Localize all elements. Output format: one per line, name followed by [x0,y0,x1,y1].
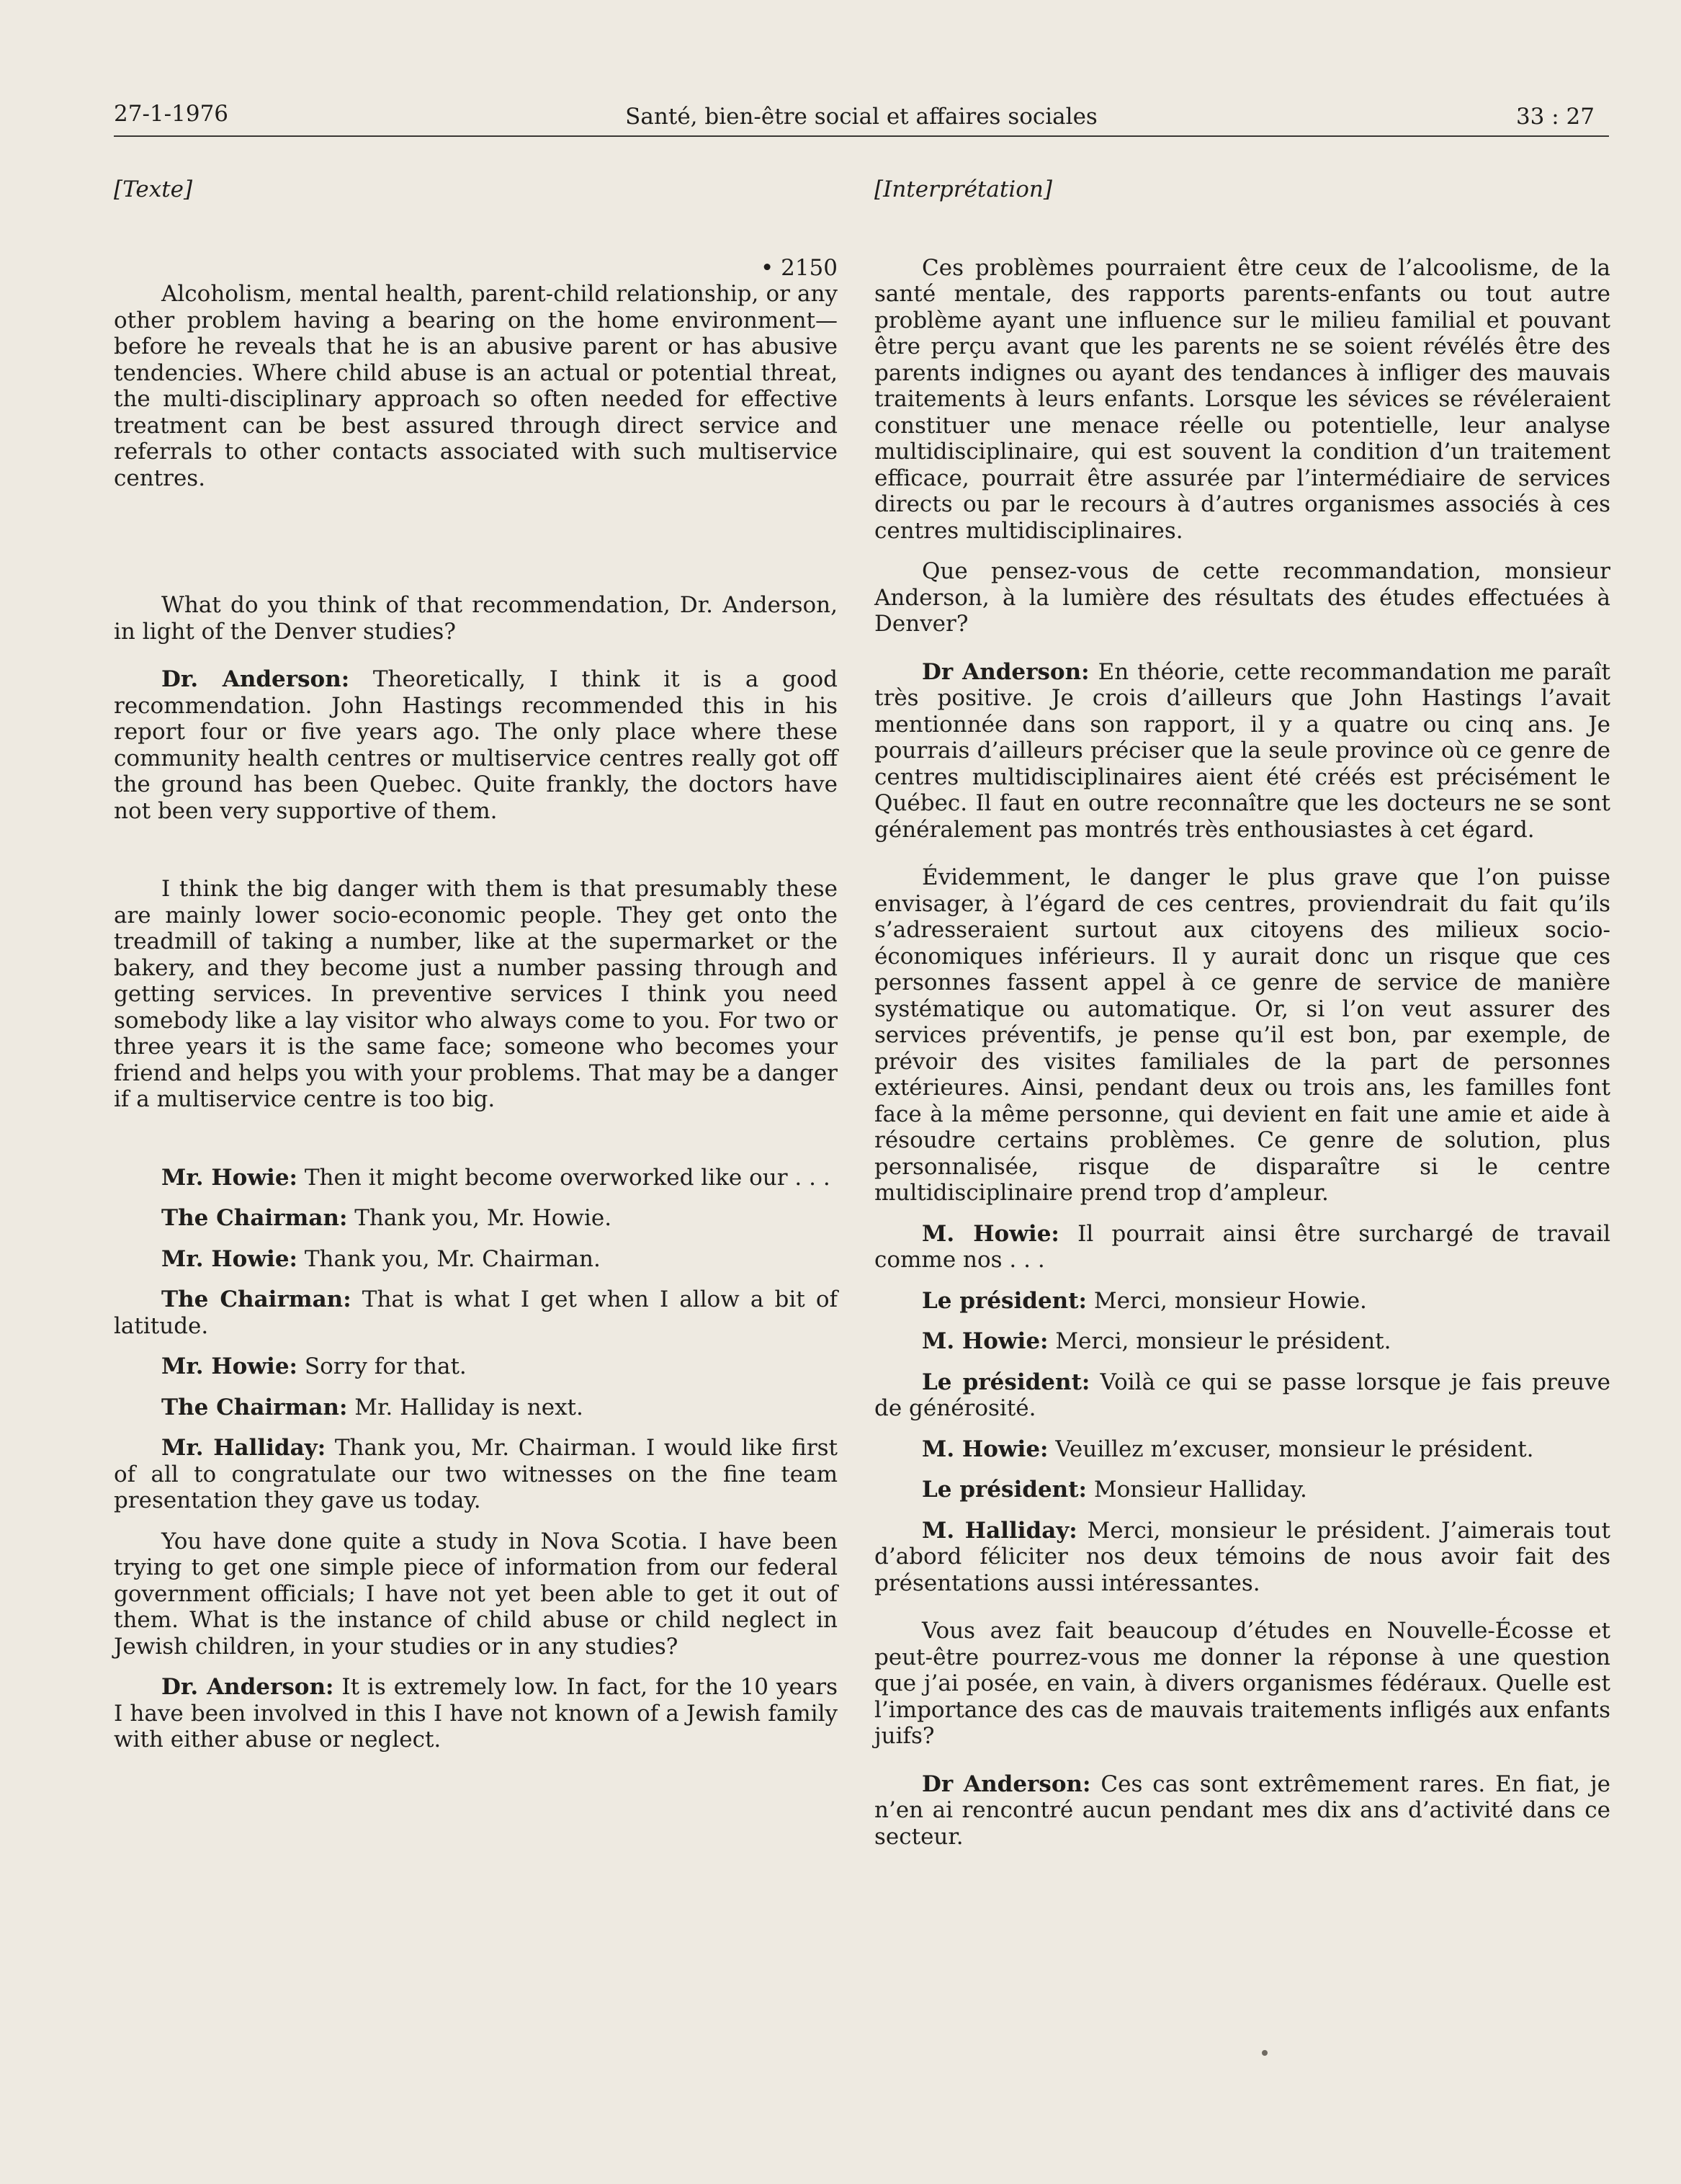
speaker-paragraph [874,1369,1610,1422]
header-title: Santé, bien-être social et affaires sociales [625,104,1098,130]
speaker-name: Mr. Halliday: [161,1435,326,1461]
paragraph: Ces problèmes pourraient être ceux de l’alcoolisme, de la santé mentale, des rapports parents-enfants ou tout autre problème ayant une influence sur le milieu familial et pouvant être perçu avant que les parents ne se soient révélés être des parents indignes ou ayant des tendances à infliger des mauvais traitements à leurs enfants. Lorsque les sévices se révéleraient constituer une menace réelle ou potentielle, leur analyse multidisciplinaire, qui est souvent la condition d’un traitement efficace, pourrait être assurée par l’intermédiaire de services directs ou par le recours à d’autres organismes associés à ces centres multidisciplinaires. [874,254,1610,544]
speaker-paragraph [874,1518,1610,1597]
paragraph: I think the big danger with them is that presumably these are mainly lower socio-economic people. They get onto the treadmill of taking a number, like at the supermarket or the bakery, and they become just a number passing through and getting services. In preventive services I think you need somebody like a lay visitor who always come to you. For two or three years it is the same face; someone who becomes your friend and helps you with your problems. That may be a danger if a multiservice centre is too big. [114,876,838,1112]
paragraph: Que pensez-vous de cette recommandation, monsieur Anderson, à la lumière des résultats des études effectuées à Denver? [874,558,1610,637]
paragraph: Alcoholism, mental health, parent-child relationship, or any other problem having a bearing on the home environment—before he reveals that he is an abusive parent or has abusive tendencies. Where child abuse is an actual or potential threat, the multi-disciplinary approach so often needed for effective treatment can be best assured through direct service and referrals to other contacts associated with such multiservice centres. [114,281,838,491]
paragraph: What do you think of that recommendation, Dr. Anderson, in light of the Denver studies? [114,592,838,645]
speech-text: Merci, monsieur le président. J’aimerais tout d’abord féliciter nos deux témoins de nous avoir fait des présentations aussi intéressantes. [874,1517,1610,1596]
ink-speck [1262,2050,1268,2056]
speaker-name: The Chairman: [161,1205,348,1231]
language-label: [Texte] [114,176,193,202]
speaker-paragraph [114,1674,838,1753]
speaker-paragraph [874,1477,1610,1503]
speech-text: That is what I get when I allow a bit of latitude. [114,1286,838,1339]
speech-text: Theoretically, I think it is a good recommendation. John Hastings recommended this in his report four or five years ago. The only place where these community health centres or multiservice centres really got off the ground has been Quebec. Quite frankly, the doctors have not been very supportive of them. [114,666,838,824]
header-date: 27-1-1976 [114,101,229,127]
speech-text: Merci, monsieur Howie. [1086,1287,1367,1314]
language-label: [Interprétation] [874,176,1052,202]
page-header [114,95,1609,137]
speech-text: Mr. Halliday is next. [347,1394,583,1420]
speaker-name: The Chairman: [161,1394,348,1420]
speaker-paragraph [874,1328,1610,1355]
speaker-paragraph [874,1221,1610,1274]
speaker-paragraph [114,1435,838,1514]
speech-text: Thank you, Mr. Chairman. I would like first of all to congratulate our two witnesses on the fine team presentation they gave us today. [114,1435,838,1513]
speaker-paragraph [114,1353,838,1380]
speech-text: Then it might become overworked like our . . . [297,1164,830,1191]
speech-text: Thank you, Mr. Chairman. [297,1245,601,1272]
speech-text: En théorie, cette recommandation me paraît très positive. Je crois d’ailleurs que John Hastings l’avait mentionnée dans son rapport, il y a quatre ou cinq ans. Je pourrais d’ailleurs préciser que la seule province où ce genre de centres multidisciplinaires aient été créés est précisément le Québec. Il faut en outre reconnaître que les docteurs ne se sont généralement pas montrés très enthousiastes à cet égard. [874,658,1610,843]
speaker-paragraph [114,666,838,824]
paragraph: Vous avez fait beaucoup d’études en Nouvelle-Écosse et peut-être pourrez-vous me donner la réponse à une question que j’ai posée, en vain, à divers organismes fédéraux. Quelle est l’importance des cas de mauvais traitements infligés aux enfants juifs? [874,1618,1610,1749]
speech-text: Ces cas sont extrêmement rares. En fiat, je n’en ai rencontré aucun pendant mes dix ans d’activité dans ce secteur. [874,1771,1610,1850]
speaker-paragraph [114,1395,838,1421]
french-column [874,176,1610,1850]
speaker-name: The Chairman: [161,1286,351,1312]
speaker-name: M. Halliday: [922,1517,1077,1544]
speaker-name: M. Howie: [922,1220,1059,1247]
speaker-name: M. Howie: [922,1436,1049,1462]
header-page-number: 33 : 27 [1515,104,1595,130]
paragraph: Évidemment, le danger le plus grave que l’on puisse envisager, à l’égard de ces centres, proviendrait du fait qu’ils s’adresseraient surtout aux citoyens des milieux socio-économiques inférieurs. Il y aurait donc un risque que ces personnes fassent appel à ce genre de service de manière systématique ou automatique. Or, si l’on veut assurer des services préventifs, je pense qu’il est bon, par exemple, de prévoir des visites familiales de la part de personnes extérieures. Ainsi, pendant deux ou trois ans, les familles font face à la même personne, qui devient en fait une amie et aide à résoudre certains problèmes. Ce genre de solution, plus personnalisée, risque de disparaître si le centre multidisciplinaire prend trop d’ampleur. [874,864,1610,1206]
speaker-name: Le président: [922,1369,1090,1395]
speaker-paragraph [874,659,1610,843]
speaker-name: M. Howie: [922,1328,1049,1354]
speaker-name: Dr. Anderson: [161,1674,334,1700]
speech-text: Thank you, Mr. Howie. [347,1205,612,1231]
english-column [114,176,838,1753]
speaker-paragraph [114,1165,838,1191]
speaker-paragraph [114,1205,838,1232]
speech-text: It is extremely low. In fact, for the 10 years I have been involved in this I have not known of a Jewish family with either abuse or neglect. [114,1674,838,1753]
speech-text: Veuillez m’excuser, monsieur le président. [1048,1436,1534,1462]
speaker-paragraph [114,1246,838,1273]
speaker-name: Mr. Howie: [161,1245,297,1272]
speech-text: Monsieur Halliday. [1086,1477,1307,1503]
speaker-name: Le président: [922,1287,1087,1314]
speaker-name: Dr Anderson: [922,1771,1091,1797]
time-marker: • 2150 [760,254,838,281]
speech-text: Merci, monsieur le président. [1048,1328,1391,1354]
speaker-name: Mr. Howie: [161,1164,297,1191]
speech-text: Il pourrait ainsi être surchargé de travail comme nos . . . [874,1220,1610,1273]
speaker-paragraph [114,1286,838,1339]
speech-text: Voilà ce qui se passe lorsque je fais preuve de générosité. [874,1369,1610,1421]
speaker-paragraph [874,1771,1610,1850]
speaker-paragraph [874,1436,1610,1463]
speech-text: Sorry for that. [297,1353,467,1379]
speaker-name: Dr. Anderson: [161,666,350,692]
speaker-paragraph [874,1288,1610,1315]
paragraph: You have done quite a study in Nova Scotia. I have been trying to get one simple piece of information from our federal government officials; I have not yet been able to get it out of them. What is the instance of child abuse or child neglect in Jewish children, in your studies or in any studies? [114,1528,838,1660]
speaker-name: Dr Anderson: [922,658,1090,685]
speaker-name: Mr. Howie: [161,1353,297,1379]
speaker-name: Le président: [922,1477,1087,1503]
